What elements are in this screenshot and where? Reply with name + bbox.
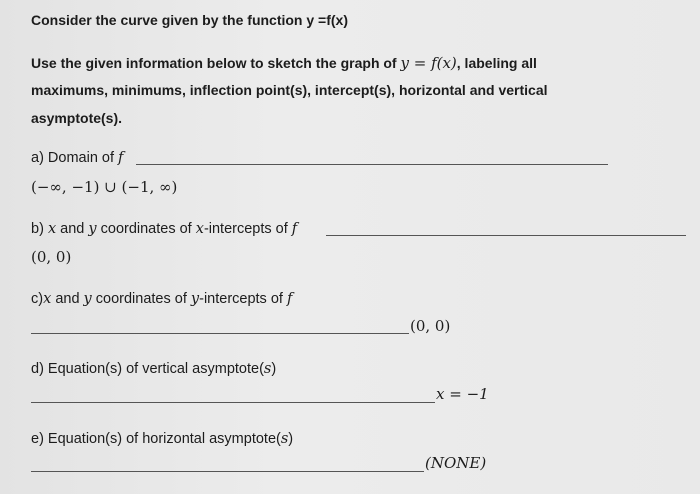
question-c-x: x [43, 291, 52, 307]
instruction-line-3: asymptote(s). [31, 110, 123, 126]
question-c-mid: coordinates of [95, 291, 187, 307]
answer-d: x = −1 [436, 385, 489, 403]
question-c-and: and [55, 291, 80, 307]
question-d-s: s [263, 361, 272, 377]
question-a-label [31, 150, 123, 166]
question-c-prefix: c) [31, 291, 44, 307]
question-b-x2: x [195, 221, 204, 237]
answer-line-e [31, 471, 424, 472]
answer-b: (0, 0) [31, 248, 72, 266]
instruction-prefix: Use the given information below to sketch the graph of [31, 55, 397, 71]
heading: Consider the curve given by the function y =f(x) [31, 12, 348, 28]
answer-a: (−∞, −1) ∪ (−1, ∞) [31, 178, 178, 196]
answer-c: (0, 0) [410, 317, 451, 335]
question-c-label [31, 291, 292, 307]
instruction-line-1 [31, 54, 537, 72]
question-d-text: d) Equation(s) of vertical asymptote( [31, 361, 264, 377]
instruction-math: y = f(x) [400, 54, 457, 72]
question-d-close: ) [271, 361, 277, 377]
question-b-label [31, 221, 297, 237]
question-e-close: ) [288, 431, 294, 447]
answer-line-d [31, 402, 435, 403]
question-c-f: f [286, 291, 293, 307]
question-c-y: y [83, 291, 92, 307]
question-e-s: s [280, 431, 289, 447]
question-b-f: f [291, 221, 298, 237]
question-b-and: and [60, 221, 85, 237]
instruction-suffix: , labeling all [456, 55, 537, 71]
question-a-prefix: a) Domain of [31, 150, 115, 166]
question-c-y2: y [190, 291, 200, 307]
instruction-line-2: maximums, minimums, inflection point(s), intercept(s), horizontal and vertical [31, 82, 548, 98]
question-a-var: f [118, 150, 124, 166]
question-b-y: y [88, 221, 97, 237]
answer-line-a [136, 164, 608, 165]
answer-e: (NONE) [425, 454, 487, 472]
answer-line-b [326, 235, 686, 236]
question-b-prefix: b) [31, 221, 44, 237]
answer-line-c [31, 333, 409, 334]
question-d-label [31, 361, 276, 377]
question-e-text: e) Equation(s) of horizontal asymptote( [31, 431, 281, 447]
question-e-label [31, 431, 293, 447]
question-b-suffix: -intercepts of [203, 221, 288, 237]
question-b-x: x [47, 221, 57, 237]
question-b-mid: coordinates of [100, 221, 192, 237]
question-c-suffix: -intercepts of [199, 291, 283, 307]
